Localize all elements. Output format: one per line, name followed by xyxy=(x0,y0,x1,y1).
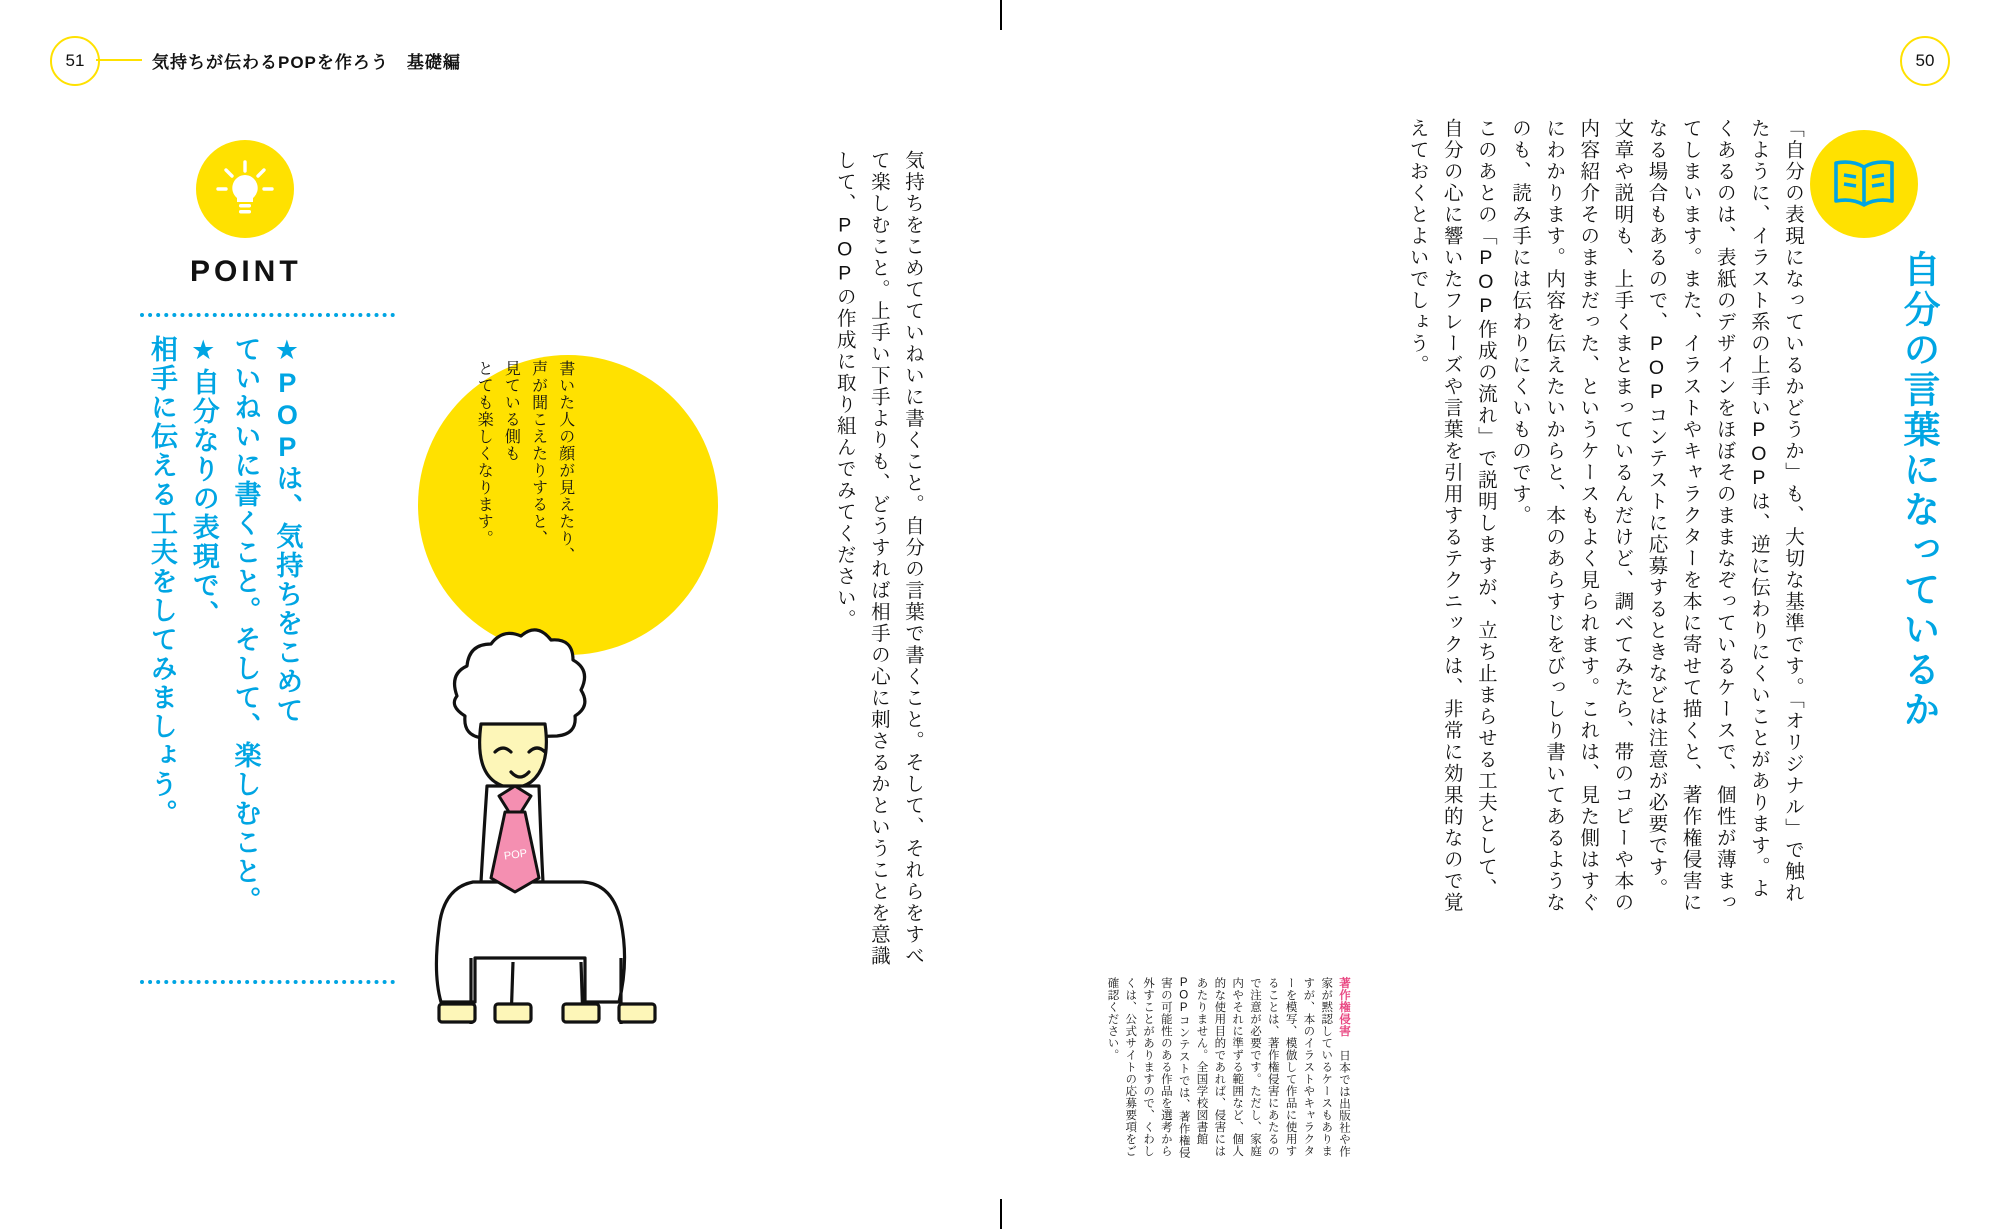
page-number-rule xyxy=(96,59,142,61)
page-title: 自分の言葉になっているか xyxy=(1898,250,1939,730)
tie-text: POP xyxy=(503,847,528,863)
body-paragraph-1: 「自分の表現になっているかどうか」も、大切な基準です。「オリジナル」で触れたように、イラスト系の上手いPOPは、逆に伝わりにくいことがあります。よくあるのは、表紙のデザインをほぼそのままなぞっているケースで、個性が薄まってしまいます。また、イラストやキャラクターを本に寄せて描くと、著作権侵害になる場合もあるので、POPコンテストに応募するときなどは注意が必要です。 xyxy=(1645,118,1804,914)
point-divider-bottom xyxy=(140,980,395,984)
footnote-text: 日本では出版社や作家が黙認しているケースもありますが、本のイラストやキャラクターを模写、模倣して作品に使用することは、著作権侵害にあたるので注意が必要です。ただし、家庭内やそれに準ずる範囲など、個人的な使用目的であれば、侵害にはあたりません。全国学校図書館POPコンテストでは、著作権侵害の可能性のある作品を選考から外すことがありますので、くわしくは、公式サイトの応募要項をご確認ください。 xyxy=(1106,977,1350,1159)
alpaca-illustration xyxy=(395,600,715,1045)
left-body-text: 気持ちをこめてていねいに書くこと。自分の言葉で書くこと。そして、それらをすべて楽しむこと。上手い下手よりも、どうすれば相手の心に刺さるかということを意識して、POPの作成に取り組んでみてください。 xyxy=(833,150,924,967)
speech-line-3: 見ている側も xyxy=(502,360,520,462)
point-text xyxy=(140,335,307,955)
right-page xyxy=(1000,0,2000,1229)
footnote-box xyxy=(1062,977,1352,1167)
body-paragraph-3: このあとの「POP作成の流れ」で説明しますが、立ち止まらせる工夫として、自分の心に響いたフレーズや言葉を引用するテクニックは、非常に効果的なので覚えておくとよいでしょう。 xyxy=(1406,118,1497,914)
page-number-left: 51 xyxy=(50,36,100,86)
running-head: 気持ちが伝わるPOPを作ろう 基礎編 xyxy=(152,53,461,72)
point-line-1: ★POPは、気持ちをこめて xyxy=(272,335,303,725)
speech-line-1: 書いた人の顔が見えたり、 xyxy=(556,360,574,564)
speech-line-2: 声が聞こえたりすると、 xyxy=(529,360,547,547)
speech-bubble-text xyxy=(470,360,579,620)
footnote-title: 著作権侵害 xyxy=(1338,977,1350,1037)
point-divider-top xyxy=(140,313,395,317)
body-paragraph-2: 文章や説明も、上手くまとまっているんだけど、調べてみたら、帯のコピーや本の内容紹介そのままだった、というケースもよく見られます。これは、見た側はすぐにわかります。内容を伝えたいからと、本のあらすじをびっしり書いてあるようなのも、読み手には伝わりにくいものです。 xyxy=(1509,118,1634,914)
point-label: POINT xyxy=(190,255,302,288)
point-line-3: ★自分なりの表現で、 xyxy=(188,335,219,629)
open-book-icon xyxy=(1810,130,1918,238)
lightbulb-icon xyxy=(196,140,294,238)
point-line-2: ていねいに書くこと。そして、楽しむこと。 xyxy=(230,335,261,915)
speech-line-4: とても楽しくなります。 xyxy=(475,360,493,547)
point-line-4: 相手に伝える工夫をしてみましょう。 xyxy=(146,335,177,828)
right-body-text xyxy=(1070,118,1810,918)
page-number-right: 50 xyxy=(1900,36,1950,86)
